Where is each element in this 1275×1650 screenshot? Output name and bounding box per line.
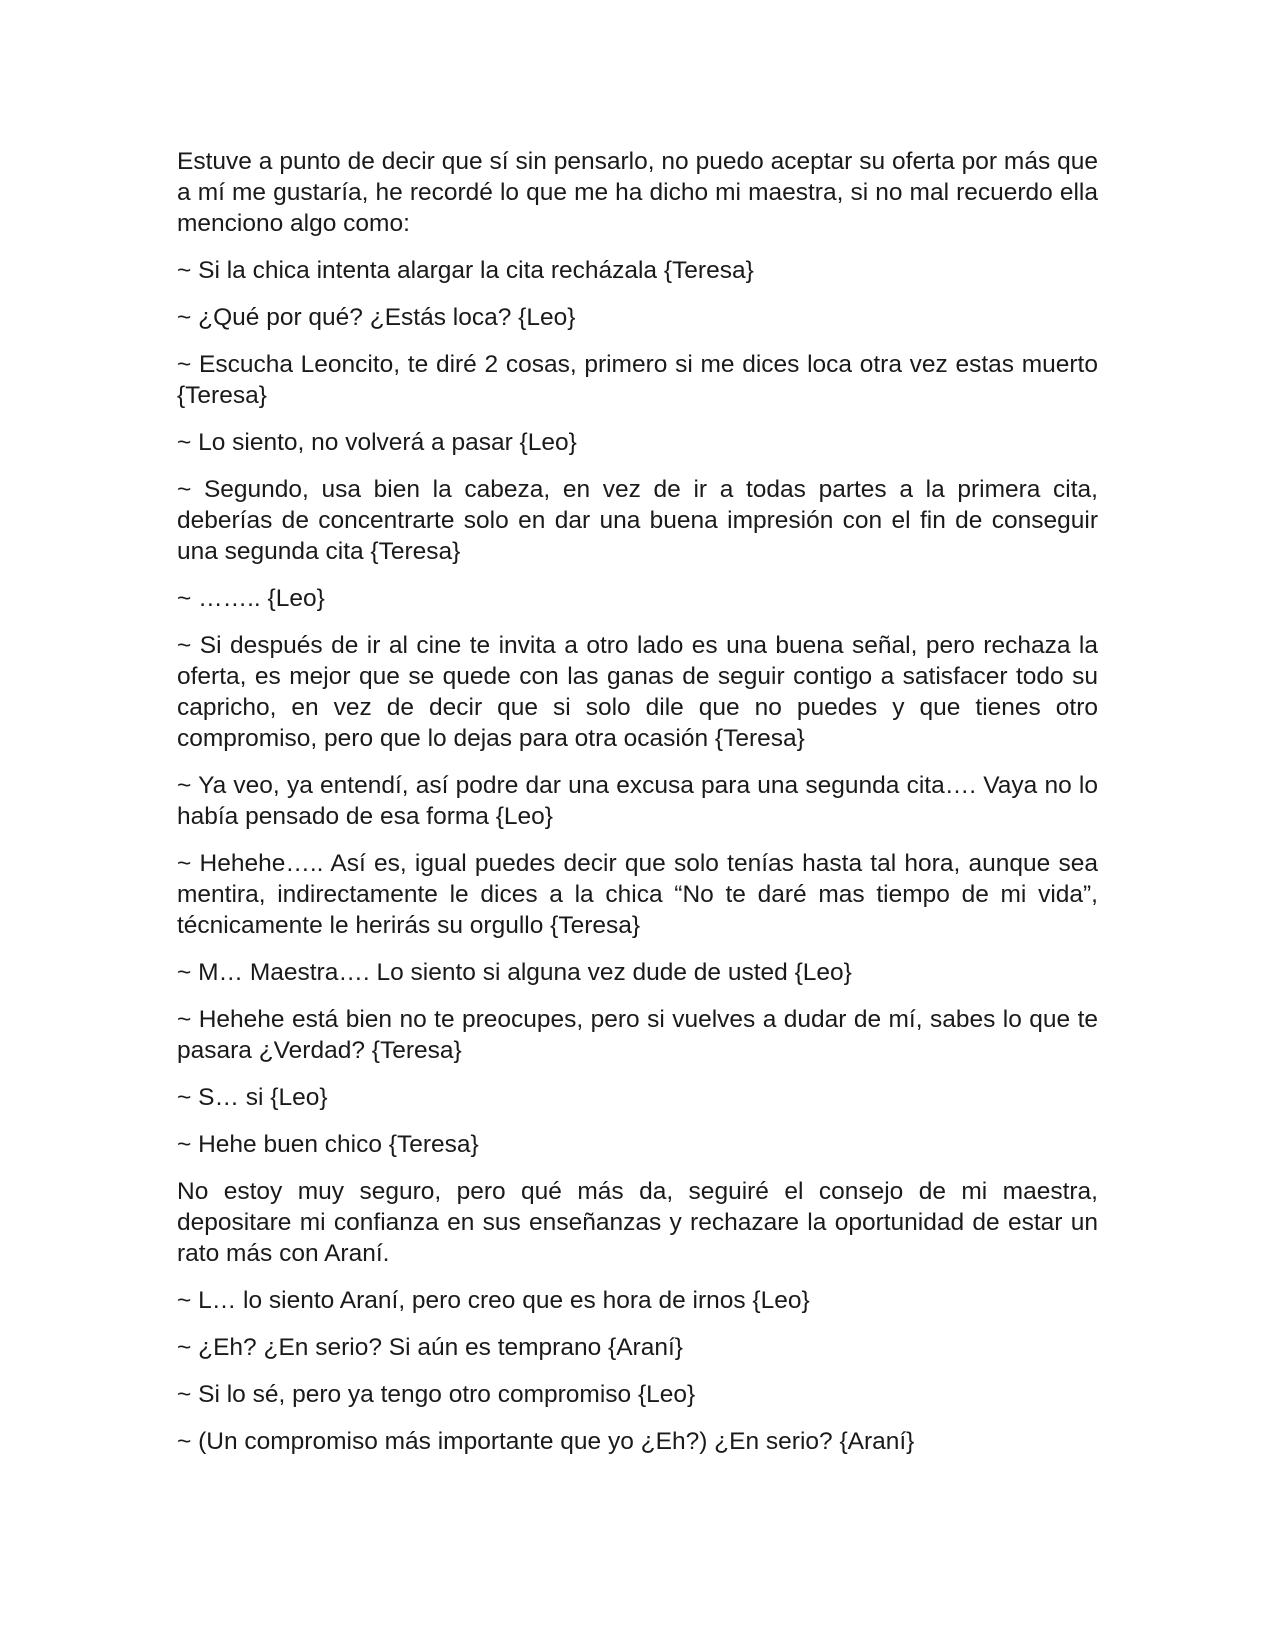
dialogue-line: ~ Hehehe está bien no te preocupes, pero si vuelves a dudar de mí, sabes lo que te pasara ¿Verdad? {Teresa} [177, 1006, 1098, 1064]
dialogue-line: ~ …….. {Leo} [177, 585, 325, 612]
dialogue-line: ~ S… si {Leo} [177, 1084, 328, 1111]
narration-paragraph: No estoy muy seguro, pero qué más da, seguiré el consejo de mi maestra, depositare mi confianza en sus enseñanzas y rechazare la oportunidad de estar un rato más con Araní. [177, 1178, 1098, 1267]
dialogue-line: ~ Si después de ir al cine te invita a otro lado es una buena señal, pero rechaza la oferta, es mejor que se quede con las ganas de seguir contigo a satisfacer todo su capricho, en vez de decir que si solo dile que no puedes y que tienes otro compromiso, pero que lo dejas para otra ocasión {Teresa} [177, 632, 1098, 752]
dialogue-line: ~ ¿Eh? ¿En serio? Si aún es temprano {Araní} [177, 1334, 683, 1361]
narration-paragraph: Estuve a punto de decir que sí sin pensarlo, no puedo aceptar su oferta por más que a mí me gustaría, he recordé lo que me ha dicho mi maestra, si no mal recuerdo ella menciono algo como: [177, 148, 1098, 237]
dialogue-line: ~ L… lo siento Araní, pero creo que es hora de irnos {Leo} [177, 1287, 810, 1314]
dialogue-line: ~ Lo siento, no volverá a pasar {Leo} [177, 429, 577, 456]
dialogue-line: ~ Ya veo, ya entendí, así podre dar una excusa para una segunda cita…. Vaya no lo había pensado de esa forma {Leo} [177, 772, 1098, 830]
document-page [177, 146, 1098, 1473]
dialogue-line: ~ Si la chica intenta alargar la cita recházala {Teresa} [177, 257, 754, 284]
dialogue-line: ~ Hehe buen chico {Teresa} [177, 1131, 479, 1158]
dialogue-line: ~ (Un compromiso más importante que yo ¿Eh?) ¿En serio? {Araní} [177, 1428, 915, 1455]
dialogue-line: ~ Segundo, usa bien la cabeza, en vez de ir a todas partes a la primera cita, deberías de concentrarte solo en dar una buena impresión con el fin de conseguir una segunda cita {Teresa} [177, 476, 1098, 565]
dialogue-line: ~ M… Maestra…. Lo siento si alguna vez dude de usted {Leo} [177, 959, 852, 986]
dialogue-line: ~ Hehehe….. Así es, igual puedes decir que solo tenías hasta tal hora, aunque sea mentira, indirectamente le dices a la chica “No te daré mas tiempo de mi vida”, técnicamente le herirás su orgullo {Teresa} [177, 850, 1098, 939]
dialogue-line: ~ ¿Qué por qué? ¿Estás loca? {Leo} [177, 304, 576, 331]
dialogue-line: ~ Escucha Leoncito, te diré 2 cosas, primero si me dices loca otra vez estas muerto {Teresa} [177, 351, 1098, 409]
dialogue-line: ~ Si lo sé, pero ya tengo otro compromiso {Leo} [177, 1381, 696, 1408]
